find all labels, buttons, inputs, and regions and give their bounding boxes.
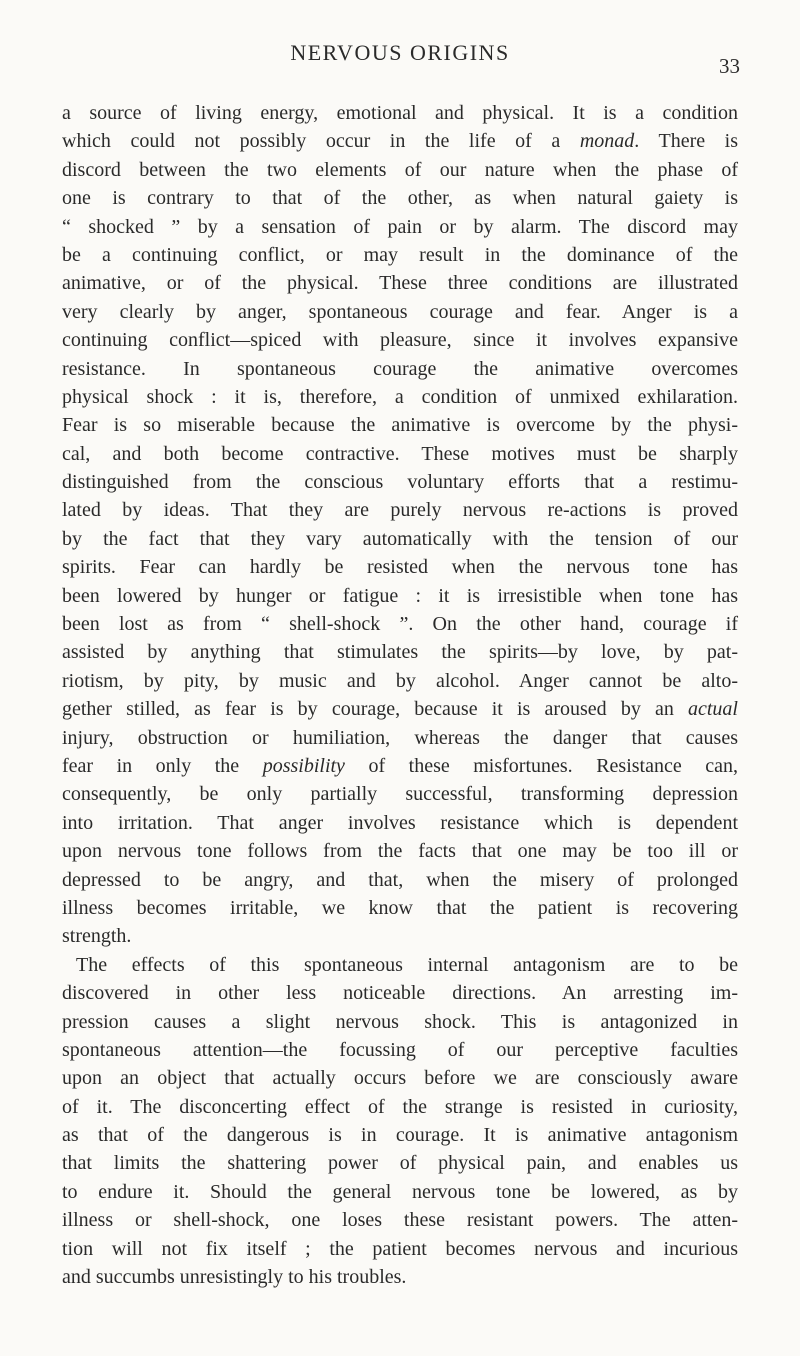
text-line: upon an object that actually occurs before we are consciously aware [62,1067,738,1090]
text-line: pression causes a slight nervous shock. This is antagonized in [62,1010,738,1033]
text-line: depressed to be angry, and that, when the misery of prolonged [62,868,738,891]
text-line: as that of the dangerous is in courage. It is animative antagonism [62,1124,738,1147]
text-line: physical shock : it is, therefore, a condition of unmixed exhilaration. [62,385,738,408]
text-line: gether stilled, as fear is by courage, because it is aroused by an actual [62,698,738,721]
text-line: which could not possibly occur in the life of a monad. There is [62,130,739,153]
text-line: resistance. In spontaneous courage the animative overcomes [62,357,738,380]
text-line: to endure it. Should the general nervous tone be lowered, as by [62,1180,738,1203]
text-line: illness becomes irritable, we know that the patient is recovering [62,896,738,919]
text-line: very clearly by anger, spontaneous courage and fear. Anger is a [62,300,738,323]
text-line: Fear is so miserable because the animative is overcome by the physi- [62,414,738,437]
text-line: riotism, by pity, by music and by alcohol. Anger cannot be alto- [62,669,738,692]
text-line: cal, and both become contractive. These motives must be sharply [62,442,738,465]
text-line: that limits the shattering power of physical pain, and enables us [62,1152,738,1175]
text-line: discord between the two elements of our nature when the phase of [62,158,738,181]
text-line: assisted by anything that stimulates the spirits—by love, by pat- [62,641,738,664]
text-line: spirits. Fear can hardly be resisted when the nervous tone has [62,556,738,579]
text-line: distinguished from the conscious voluntary efforts that a restimu- [62,471,738,494]
text-line: “ shocked ” by a sensation of pain or by alarm. The discord may [62,215,738,238]
text-line: The effects of this spontaneous internal antagonism are to be [76,953,738,976]
text-line: consequently, be only partially successful, transforming depression [62,783,738,806]
text-line: into irritation. That anger involves resistance which is dependent [62,811,738,834]
running-head [60,40,740,78]
text-line: a source of living energy, emotional and physical. It is a condition [62,102,738,124]
text-line: discovered in other less noticeable directions. An arresting im- [62,982,738,1005]
text-line: of it. The disconcerting effect of the strange is resisted in curiosity, [62,1095,738,1118]
text-line: be a continuing conflict, or may result in the dominance of the [62,243,738,266]
text-line: been lowered by hunger or fatigue : it is irresistible when tone has [62,584,738,607]
page-number: 33 [719,54,740,78]
text-line: been lost as from “ shell-shock ”. On the other hand, courage if [62,613,738,636]
text-line: lated by ideas. That they are purely nervous re-actions is proved [62,499,738,522]
text-line: illness or shell-shock, one loses these resistant powers. The atten- [62,1209,738,1232]
text-line: strength. [62,925,132,948]
text-line: animative, or of the physical. These three conditions are illustrated [62,272,738,295]
running-title: NERVOUS ORIGINS [290,40,510,65]
text-line: by the fact that they vary automatically with the tension of our [62,527,738,550]
text-line: upon nervous tone follows from the facts that one may be too ill or [62,840,738,863]
text-line: injury, obstruction or humiliation, whereas the danger that causes [62,726,738,749]
text-line: and succumbs unresistingly to his troubles. [62,1266,407,1289]
text-line: one is contrary to that of the other, as when natural gaiety is [62,187,738,210]
text-line: tion will not fix itself ; the patient becomes nervous and incurious [62,1237,738,1260]
text-line: continuing conflict—spiced with pleasure, since it involves expansive [62,329,738,352]
text-line: fear in only the possibility of these misfortunes. Resistance can, [62,754,739,777]
body-text [62,99,738,1291]
text-line: spontaneous attention—the focussing of our perceptive faculties [62,1038,738,1061]
